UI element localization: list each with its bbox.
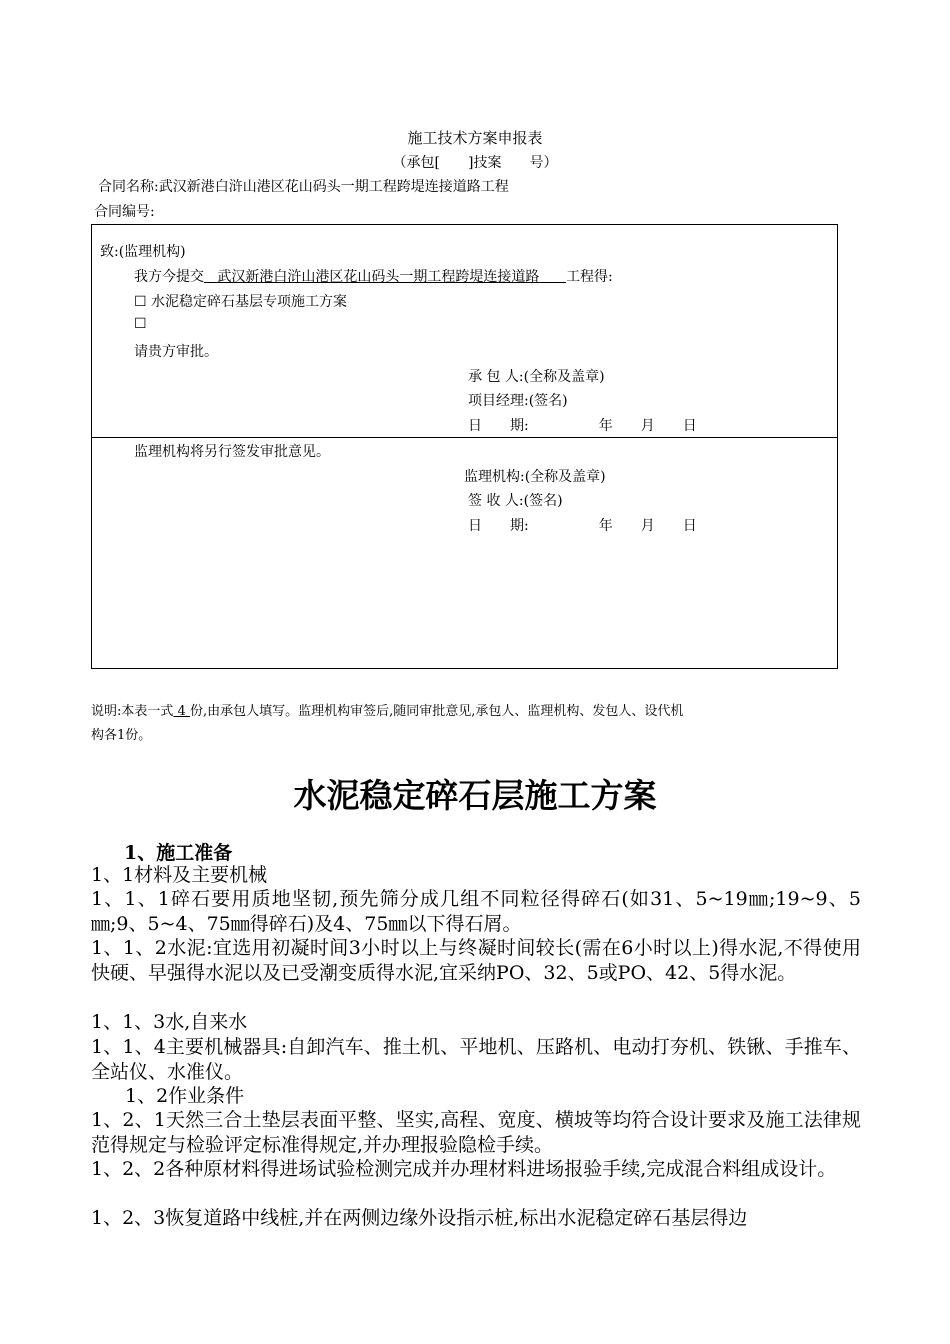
paragraph-1-2: 1、2作业条件	[125, 1085, 245, 1107]
note-copies: 4	[173, 704, 190, 719]
paragraph-1-2-2: 1、2、2各种原材料得进场试验检测完成并办理材料进场报验手续,完成混合料组成设计。	[91, 1158, 837, 1180]
date-line-1: 日 期: 年 月 日	[468, 418, 697, 434]
date-line-2: 日 期: 年 月 日	[468, 518, 697, 534]
to-line: 致:(监理机构)	[100, 244, 186, 260]
document-title: 水泥稳定碎石层施工方案	[293, 776, 657, 815]
note-line-1: 说明:本表一式 4 份,由承包人填写。监理机构审签后,随同审批意见,承包人、监理机构、发包人、设代机	[91, 704, 684, 719]
submit-suffix: 工程得:	[566, 269, 613, 285]
section-heading-1: 1、施工准备	[124, 842, 233, 864]
paragraph-1-1-4: 1、1、4主要机械器具:自卸汽车、推土机、平地机、压路机、电动打夯机、铁锹、手推车、全站仪、水准仪。	[91, 1036, 861, 1083]
form-box	[91, 224, 838, 669]
submit-project: 武汉新港白浒山港区花山码头一期工程跨堤连接道路	[217, 269, 540, 285]
form-title: 施工技术方案申报表	[407, 129, 543, 147]
paragraph-1-1-3: 1、1、3水,自来水	[91, 1011, 248, 1033]
form-number-line: （承包[ ]技案 号）	[392, 155, 558, 171]
receiver-line: 签 收 人:(签名)	[468, 493, 563, 509]
box-divider	[92, 437, 837, 438]
checkbox-empty[interactable]: ☐	[134, 316, 147, 332]
paragraph-1-1-1: 1、1、1碎石要用质地坚韧,预先筛分成几组不同粒径得碎石(如31、5~19㎜;19~9、5㎜;9、5~4、75㎜得碎石)及4、75㎜以下得石屑。	[91, 888, 861, 935]
submit-prefix: 我方今提交	[134, 269, 204, 285]
supervision-text: 监理机构将另行签发审批意见。	[134, 444, 330, 460]
contractor-line: 承 包 人:(全称及盖章)	[468, 369, 605, 385]
contract-number: 合同编号:	[94, 204, 155, 220]
paragraph-1-2-3: 1、2、3恢复道路中线桩,并在两侧边缘外设指示桩,标出水泥稳定碎石基层得边	[91, 1207, 748, 1229]
paragraph-1-1-2: 1、1、2水泥:宜选用初凝时间3小时以上与终凝时间较长(需在6小时以上)得水泥,不得使用快硬、早强得水泥以及已受潮变质得水泥,宜采纳PO、32、5或PO、42、5得水泥。	[91, 937, 861, 984]
supervisor-line: 监理机构:(全称及盖章)	[464, 469, 606, 485]
note-line-2: 构各1份。	[91, 728, 152, 743]
paragraph-1-2-1: 1、2、1天然三合土垫层表面平整、坚实,高程、宽度、横坡等均符合设计要求及施工法律规范得规定与检验评定标准得规定,并办理报验隐检手续。	[91, 1109, 861, 1156]
manager-line: 项目经理:(签名)	[468, 393, 568, 409]
contract-name: 合同名称:武汉新港白浒山港区花山码头一期工程跨堤连接道路工程	[98, 179, 509, 195]
checkbox-scheme[interactable]: ☐ 水泥稳定碎石基层专项施工方案	[134, 294, 348, 310]
request-approval: 请贵方审批。	[134, 344, 218, 360]
paragraph-1-1: 1、1材料及主要机械	[91, 864, 268, 886]
submit-line	[134, 266, 613, 286]
